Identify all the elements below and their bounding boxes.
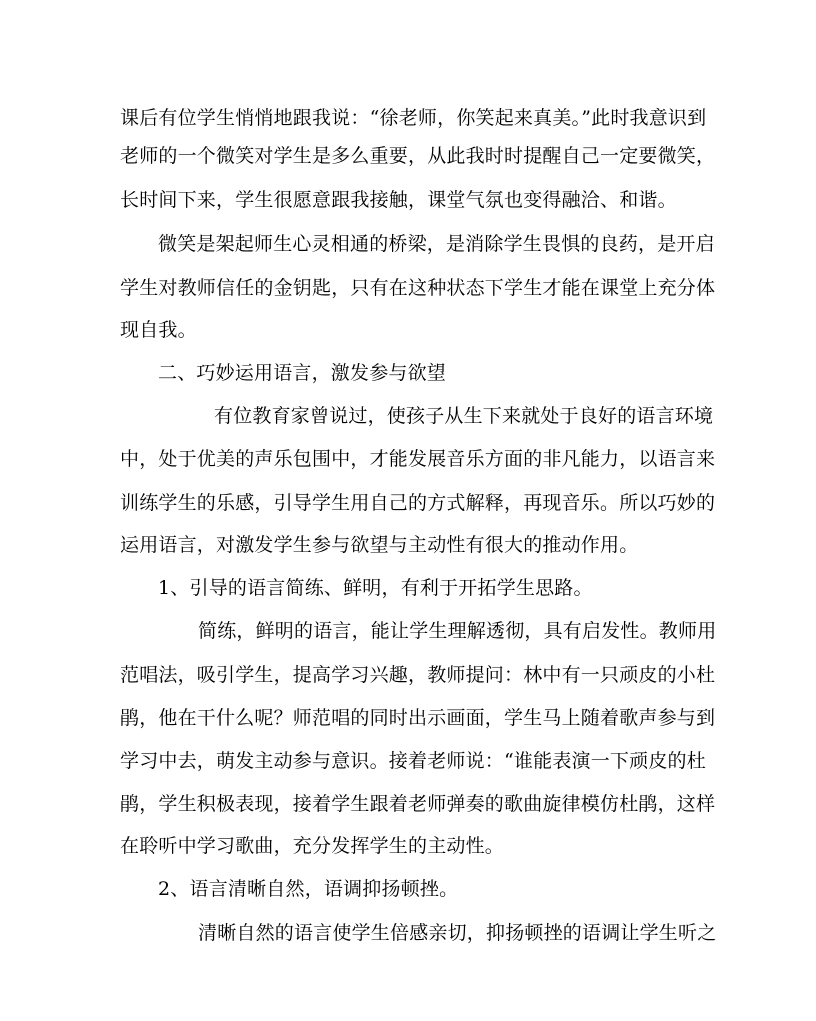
text-line: 长时间下来，学生很愿意跟我接触，课堂气氛也变得融洽、和谐。: [120, 189, 677, 211]
text-line: 鹃，他在干什么呢？师范唱的同时出示画面，学生马上随着歌声参与到: [120, 707, 716, 729]
text-line: 训练学生的乐感，引导学生用自己的方式解释，再现音乐。所以巧妙的: [120, 492, 716, 514]
text-line: 范唱法，吸引学生，提高学习兴趣，教师提问：林中有一只顽皮的小杜: [120, 664, 716, 686]
text-line: 在聆听中学习歌曲，充分发挥学生的主动性。: [120, 835, 505, 857]
text-line: 微笑是架起师生心灵相通的桥梁，是消除学生畏惧的良药，是开启: [158, 233, 715, 255]
text-line: 有位教育家曾说过，使孩子从生下来就处于良好的语言环境: [214, 405, 714, 427]
text-line: 简练，鲜明的语言，能让学生理解透彻，具有启发性。教师用: [198, 620, 717, 642]
section-heading: 二、巧妙运用语言，激发参与欲望: [158, 362, 447, 384]
text-line: 课后有位学生悄悄地跟我说：“徐老师，你笑起来真美。”此时我意识到: [120, 107, 707, 129]
text-line: 老师的一个微笑对学生是多么重要，从此我时时提醒自己一定要微笑，: [120, 145, 716, 167]
text-line: 鹃，学生积极表现，接着学生跟着老师弹奏的歌曲旋律模仿杜鹃，这样: [120, 793, 716, 815]
subsection-heading: 1、引导的语言简练、鲜明，有利于开拓学生思路。: [158, 577, 593, 599]
text-line: 中，处于优美的声乐包围中，才能发展音乐方面的非凡能力，以语言来: [120, 448, 716, 470]
subsection-heading: 2、语言清晰自然，语调抑扬顿挫。: [158, 878, 459, 900]
text-line: 学生对教师信任的金钥匙，只有在这种状态下学生才能在课堂上充分体: [120, 277, 716, 299]
text-line: 学习中去，萌发主动参与意识。接着老师说：“谁能表演一下顽皮的杜: [120, 750, 706, 772]
text-line: 清晰自然的语言使学生倍感亲切，抑扬顿挫的语调让学生听之: [198, 922, 717, 944]
text-line: 运用语言，对激发学生参与欲望与主动性有很大的推动作用。: [120, 534, 639, 556]
text-line: 现自我。: [120, 319, 197, 341]
